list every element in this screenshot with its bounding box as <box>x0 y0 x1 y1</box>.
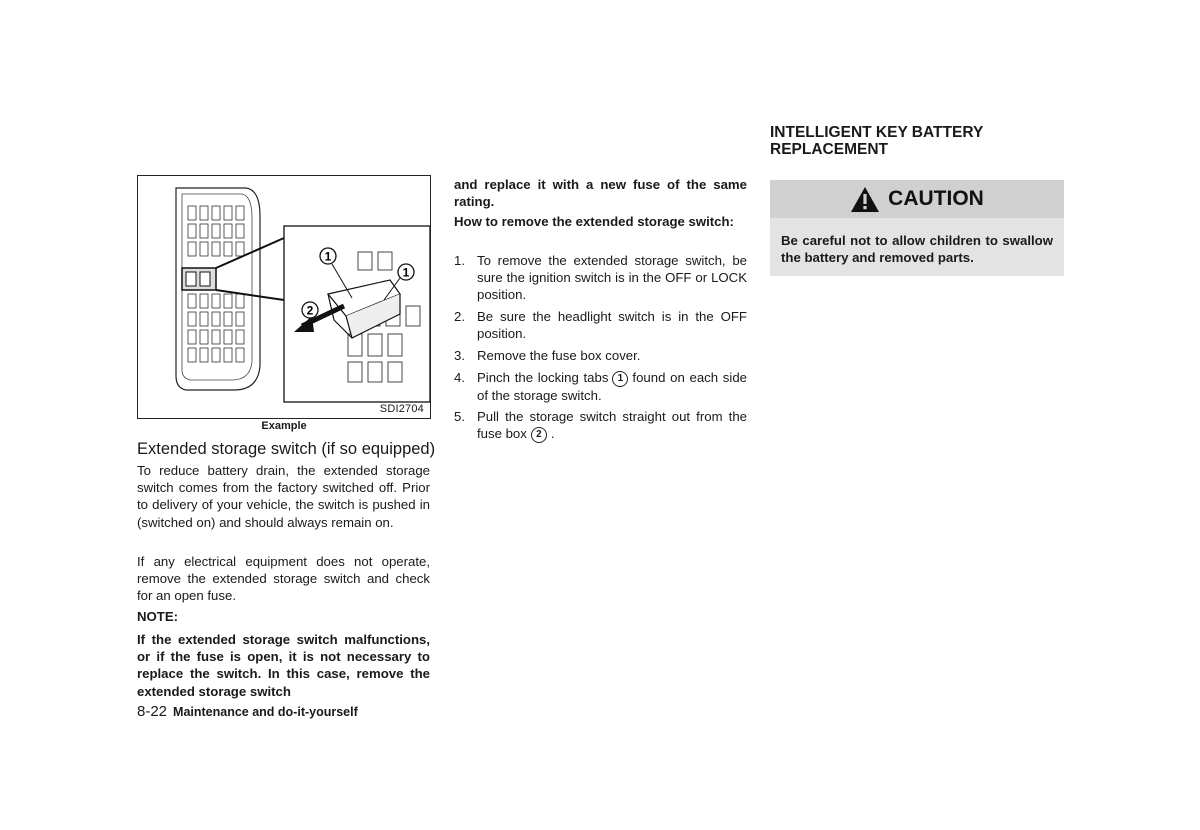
step-text: Remove the fuse box cover. <box>477 348 641 363</box>
circled-number-2-icon: 2 <box>531 427 547 443</box>
step-number: 1. <box>454 253 465 268</box>
step-text-before: Pinch the locking tabs <box>477 370 609 385</box>
step-1 <box>454 252 747 304</box>
step-text-before: Pull the storage switch straight out from the fuse box <box>477 409 747 442</box>
paragraph-battery-drain: To reduce battery drain, the extended storage switch comes from the factory switched off. Prior to delivery of your vehicle, the switch is pushed in (switched on) and should always remain on. <box>137 463 430 530</box>
continuation-text: and replace it with a new fuse of the same rating. <box>454 177 747 210</box>
footer-section-title: Maintenance and do-it-yourself <box>173 705 358 719</box>
circled-number-1-icon: 1 <box>612 371 628 387</box>
fuse-box-figure <box>137 175 431 419</box>
step-text-after: . <box>550 426 555 442</box>
caution-title: CAUTION <box>888 187 984 210</box>
step-number: 4. <box>454 370 465 385</box>
step-number: 2. <box>454 309 465 324</box>
step-text-after: found on each side of the storage switch. <box>477 370 747 403</box>
step-number: 5. <box>454 409 465 424</box>
step-5 <box>454 408 747 443</box>
step-2 <box>454 308 747 342</box>
step-text: Be sure the headlight switch is in the OFF position. <box>477 309 747 342</box>
step-text: To remove the extended storage switch, be sure the ignition switch is in the OFF or LOCK position. <box>477 253 747 303</box>
figure-code: SDI2704 <box>379 403 424 415</box>
warning-triangle-icon <box>850 186 880 213</box>
how-to-heading: How to remove the extended storage switch: <box>454 214 734 229</box>
section-heading: Extended storage switch (if so equipped) <box>137 440 436 458</box>
paragraph-electrical-equipment: If any electrical equipment does not operate, remove the extended storage switch and check for an open fuse. <box>137 554 430 604</box>
caution-box <box>770 180 1064 276</box>
intelligent-key-heading: INTELLIGENT KEY BATTERY REPLACEMENT <box>770 124 983 158</box>
callout-1-text: 1 <box>324 249 332 264</box>
callout-2-text: 2 <box>306 303 314 318</box>
step-3 <box>454 347 747 364</box>
note-text: If the extended storage switch malfunctions, or if the fuse is open, it is not necessary to replace the switch. In this case, remove the extended storage switch <box>137 632 430 699</box>
step-text <box>477 369 747 404</box>
callout-1b-text: 1 <box>402 265 410 280</box>
caution-header <box>770 180 1064 218</box>
figure-caption: Example <box>261 420 307 432</box>
step-number: 3. <box>454 348 465 363</box>
page-footer <box>137 703 358 720</box>
step-text <box>477 408 747 443</box>
page-number: 8-22 <box>137 703 168 720</box>
caution-text: Be careful not to allow children to swallow the battery and removed parts. <box>781 233 1053 266</box>
step-4 <box>454 369 747 404</box>
note-label: NOTE: <box>137 609 179 624</box>
fuse-box-illustration <box>138 176 430 418</box>
